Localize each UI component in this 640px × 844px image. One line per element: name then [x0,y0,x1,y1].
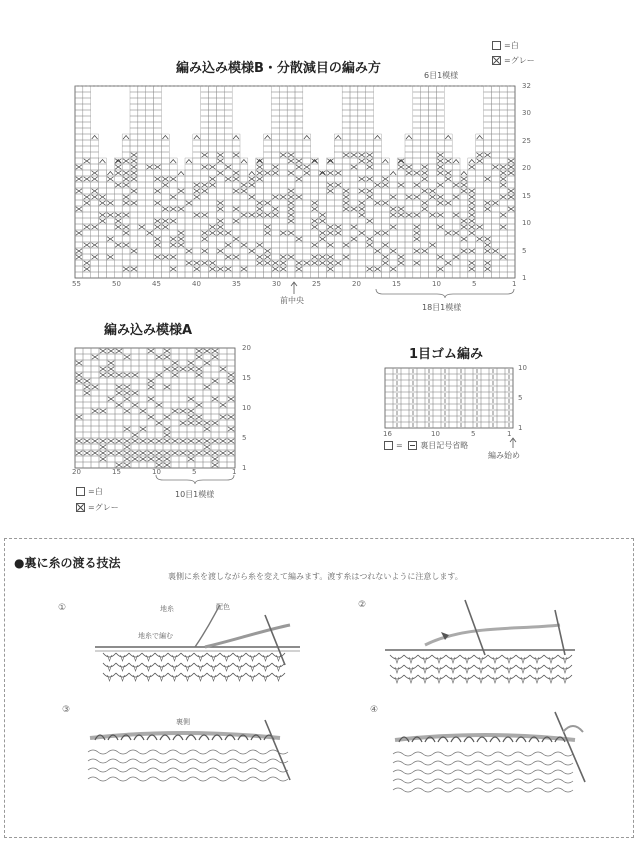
label-ground-yarn: 地糸 [160,605,174,613]
cross-square-icon [76,503,85,512]
chart-a-legend-gray: =グレー [76,502,119,513]
illustration-step-2 [385,600,585,695]
cross-square-icon [492,56,501,65]
rib-col-tick: 1 [507,430,512,438]
technique-title: ●裏に糸の渡る技法 [14,556,121,570]
chart-a-grid [75,348,235,468]
chart-b-row-tick: 15 [522,191,531,200]
rib-col-tick: 5 [471,430,476,438]
chart-b-col-tick: 45 [152,280,161,288]
label-knit-ground: 地糸で編む [138,632,173,640]
chart-b-row-tick: 1 [522,274,527,282]
purl-square-icon [408,441,417,450]
chart-b-col-tick: 35 [232,280,241,288]
chart-b-col-tick: 30 [272,280,281,288]
rib-col-tick: 10 [431,430,440,438]
chart-a-col-tick: 10 [152,468,161,476]
illustration-step-3 [80,720,300,795]
chart-a-col-tick: 1 [232,468,237,476]
chart-b-row-tick: 32 [522,82,531,90]
chart-b-row-tick: 20 [522,164,531,173]
illustration-step-4 [385,712,595,800]
rib-col-ticks [385,430,515,440]
rib-start: 編み始め [488,451,520,460]
chart-a-col-tick: 20 [72,468,81,476]
chart-a-row-ticks [240,344,256,472]
rib-note: = 裏目記号省略 [384,440,468,451]
step-4-label: ④ [370,705,379,715]
chart-a-col-tick: 5 [192,468,197,476]
chart-b-grid [75,86,515,278]
chart-b-col-tick: 5 [472,280,477,288]
white-square-icon [492,41,501,50]
chart-b-col-tick: 55 [72,280,81,288]
chart-a-row-tick: 20 [242,344,251,352]
legend-white: =白 [492,40,519,51]
white-square-icon [384,441,393,450]
label-back-side: 裏側 [176,718,190,726]
chart-b-col-tick: 40 [192,280,201,288]
center-arrow-icon [291,282,297,294]
technique-description: 裏側に糸を渡しながら糸を変えて編みます。渡す糸はつれないように注意します。 [168,572,463,581]
rib-row-ticks [516,364,532,432]
chart-a-legend-white: =白 [76,486,103,497]
chart-b-row-tick: 25 [522,136,531,145]
chart-b-repeat-top: 6目1模様 [424,71,459,80]
chart-a-row-tick: 15 [242,374,251,382]
label-color-yarn: 配色 [216,603,230,611]
chart-a-repeat: 10目1模様 [175,490,215,499]
chart-b-row-ticks [520,82,540,282]
white-square-icon [76,487,85,496]
chart-b-col-tick: 25 [312,280,321,288]
chart-a-col-tick: 15 [112,468,121,476]
step-1-label: ① [58,603,67,613]
chart-a-row-tick: 1 [242,464,247,472]
rib-col-tick: 16 [383,430,392,438]
step-3-label: ③ [62,705,71,715]
chart-b-col-tick: 10 [432,280,441,288]
chart-b-row-tick: 5 [522,246,527,255]
chart-b-repeat-bottom: 18目1模様 [422,303,462,312]
chart-b-col-tick: 20 [352,280,361,288]
chart-b-center-label: 前中央 [280,296,304,305]
chart-b-col-tick: 1 [512,280,517,288]
chart-b-col-tick: 50 [112,280,121,288]
repeat-bracket-icon [375,288,515,298]
chart-b-row-tick: 10 [522,219,531,228]
chart-a-title: 編み込み模様A [104,323,193,338]
chart-a-bracket-icon [155,474,235,484]
rib-grid [385,368,513,428]
rib-start-arrow-icon [510,438,516,448]
illustration-step-1 [95,605,305,695]
rib-row-tick: 1 [518,424,523,432]
chart-a-row-tick: 10 [242,404,251,412]
rib-title: 1目ゴム編み [409,347,484,362]
rib-row-tick: 10 [518,364,527,372]
chart-b-row-tick: 30 [522,109,531,118]
rib-row-tick: 5 [518,394,523,402]
chart-b-col-tick: 15 [392,280,401,288]
chart-b-title: 編み込み模様B・分散減目の編み方 [176,61,381,76]
legend-gray: =グレー [492,55,535,66]
chart-a-row-tick: 5 [242,434,247,442]
step-2-label: ② [358,600,367,610]
